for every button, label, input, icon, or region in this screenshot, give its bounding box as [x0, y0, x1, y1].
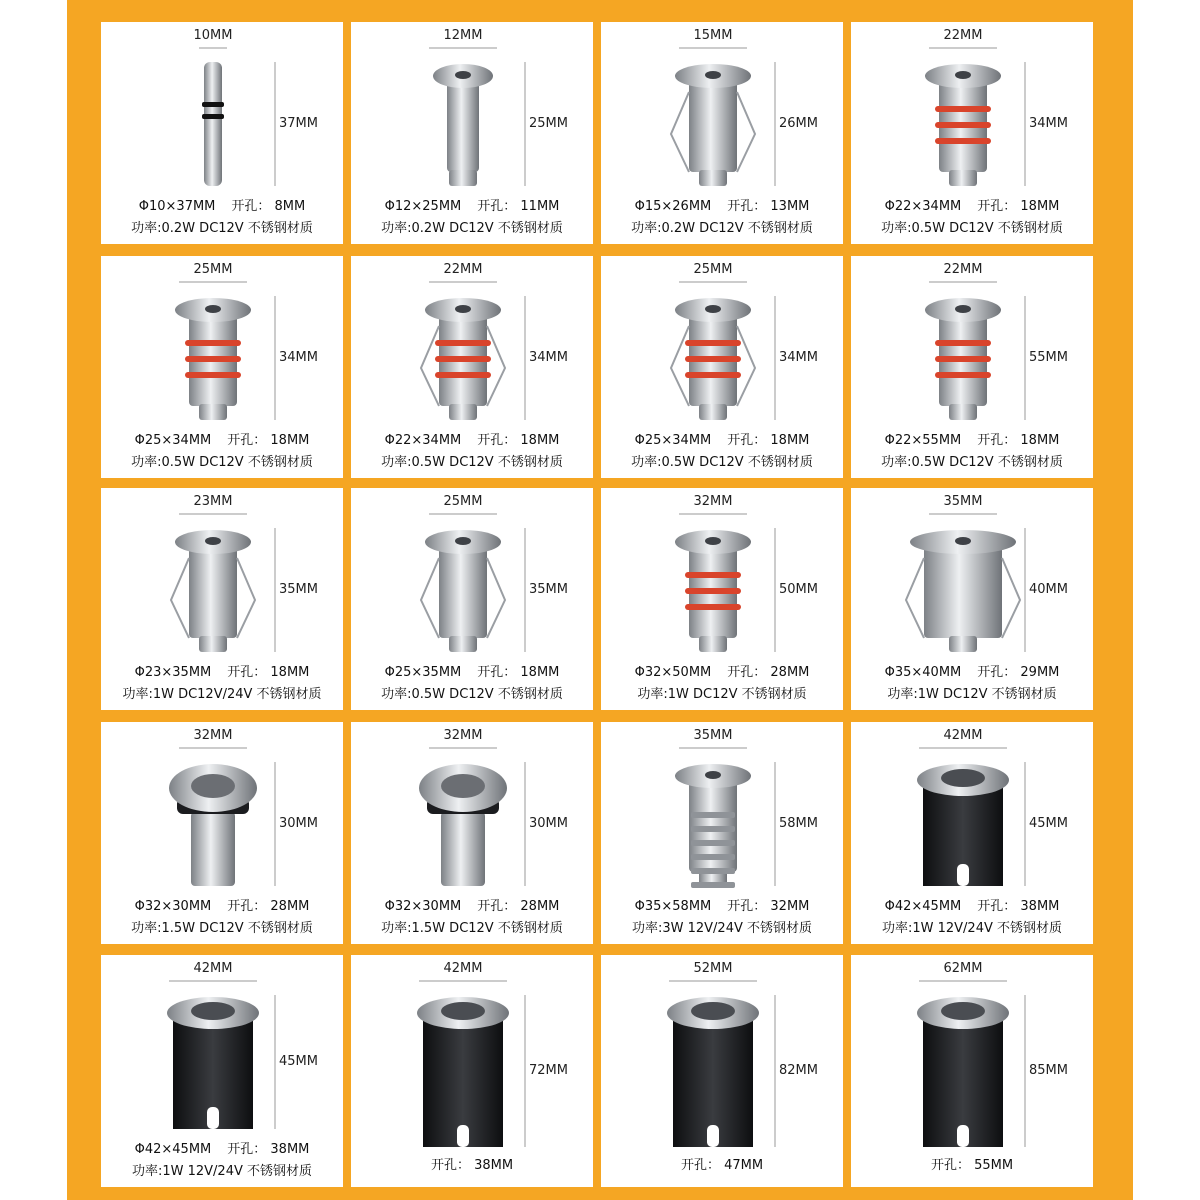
size-hole-line	[351, 1154, 593, 1173]
size-hole-line	[101, 895, 343, 914]
cooling-fin	[691, 840, 735, 846]
height-label: 45MM	[279, 1054, 318, 1069]
height-label: 35MM	[529, 582, 568, 597]
height-label: 72MM	[529, 1063, 568, 1078]
size-hole-line	[351, 661, 593, 680]
lamp-nut	[949, 636, 977, 652]
product-card	[101, 256, 343, 478]
product-card	[851, 488, 1093, 710]
power-spec: 功率:1W DC12V 不锈钢材质	[887, 687, 1057, 702]
catalog-board	[67, 0, 1133, 1200]
product-card	[601, 955, 843, 1187]
hole-label: 开孔： 38MM	[977, 899, 1060, 914]
lamp-lens	[455, 71, 471, 79]
size-label: Φ10×37MM	[138, 199, 216, 214]
hole-label: 开孔： 29MM	[977, 665, 1060, 680]
height-label: 50MM	[779, 582, 818, 597]
hole-label: 开孔： 55MM	[930, 1158, 1014, 1173]
width-label: 32MM	[693, 494, 733, 509]
product-card	[351, 955, 593, 1187]
size-hole-line	[601, 429, 843, 448]
lamp-body	[689, 78, 737, 172]
lamp-lens	[205, 305, 221, 313]
lamp-body	[204, 62, 222, 186]
cable-slot	[957, 1125, 969, 1147]
cooling-fin	[691, 868, 735, 874]
spring-clip	[1002, 558, 1020, 638]
spring-clip	[906, 558, 924, 638]
hole-label: 开孔： 28MM	[727, 665, 810, 680]
height-label: 40MM	[1029, 582, 1068, 597]
size-hole-line	[101, 661, 343, 680]
seal-ring	[935, 372, 991, 378]
lamp-lens	[705, 305, 721, 313]
size-hole-line	[101, 1138, 343, 1157]
height-label: 58MM	[779, 816, 818, 831]
power-spec: 功率:3W 12V/24V 不锈钢材质	[631, 921, 813, 936]
lamp-lens	[455, 305, 471, 313]
size-hole-line	[601, 895, 843, 914]
product-card	[351, 256, 593, 478]
lamp-nut	[699, 170, 727, 186]
seal-ring	[435, 372, 491, 378]
lamp-nut	[199, 636, 227, 652]
width-label: 22MM	[443, 262, 483, 277]
seal-ring	[935, 106, 991, 112]
size-hole-line	[851, 429, 1093, 448]
cable-slot	[707, 1125, 719, 1147]
product-card	[601, 22, 843, 244]
width-label: 22MM	[943, 262, 983, 277]
hole-label: 开孔： 28MM	[227, 899, 310, 914]
lamp-lens	[955, 71, 971, 79]
hole-label: 开孔： 8MM	[231, 199, 306, 214]
hole-label: 开孔： 32MM	[727, 899, 810, 914]
spring-clip	[487, 326, 505, 406]
size-hole-line	[851, 1154, 1093, 1173]
power-spec: 功率:0.5W DC12V 不锈钢材质	[631, 455, 813, 470]
seal-ring	[185, 372, 241, 378]
height-label: 34MM	[279, 350, 318, 365]
product-card	[601, 722, 843, 944]
seal-ring	[935, 122, 991, 128]
lamp-body	[189, 544, 237, 638]
cable-slot	[957, 864, 969, 886]
seal-ring	[685, 372, 741, 378]
size-hole-line	[351, 895, 593, 914]
hole-label: 开孔： 18MM	[227, 665, 310, 680]
width-label: 52MM	[693, 961, 733, 976]
seal-ring	[685, 356, 741, 362]
size-label: Φ12×25MM	[384, 199, 462, 214]
lamp-lens	[955, 305, 971, 313]
lamp-body	[191, 812, 235, 886]
hole-label: 开孔： 18MM	[477, 665, 560, 680]
width-label: 25MM	[443, 494, 483, 509]
hole-label: 开孔： 28MM	[477, 899, 560, 914]
size-label: Φ32×30MM	[134, 899, 212, 914]
lamp-lens	[705, 537, 721, 545]
lamp-lens	[941, 769, 985, 787]
hole-label: 开孔： 38MM	[430, 1158, 514, 1173]
product-card	[351, 722, 593, 944]
seal-ring	[435, 356, 491, 362]
size-label: Φ25×35MM	[384, 665, 462, 680]
product-card	[851, 722, 1093, 944]
lamp-lens	[191, 1002, 235, 1020]
lamp-nut	[949, 404, 977, 420]
size-hole-line	[851, 195, 1093, 214]
size-label: Φ25×34MM	[634, 433, 712, 448]
lamp-nut	[449, 636, 477, 652]
seal-ring	[185, 356, 241, 362]
size-label: Φ35×40MM	[884, 665, 962, 680]
width-label: 42MM	[443, 961, 483, 976]
spring-clip	[737, 92, 755, 172]
lamp-nut	[699, 404, 727, 420]
spring-clip	[237, 558, 255, 638]
hole-label: 开孔： 18MM	[477, 433, 560, 448]
size-label: Φ22×34MM	[884, 199, 962, 214]
power-spec: 功率:0.5W DC12V 不锈钢材质	[131, 455, 313, 470]
lamp-lens	[191, 774, 235, 798]
size-hole-line	[101, 429, 343, 448]
spring-clip	[671, 92, 689, 172]
width-label: 15MM	[693, 28, 733, 43]
spring-clip	[487, 558, 505, 638]
power-spec: 功率:1W 12V/24V 不锈钢材质	[881, 921, 1063, 936]
hole-label: 开孔： 18MM	[977, 433, 1060, 448]
hole-label: 开孔： 47MM	[680, 1158, 764, 1173]
width-label: 25MM	[693, 262, 733, 277]
height-label: 85MM	[1029, 1063, 1068, 1078]
lamp-nut	[949, 170, 977, 186]
size-label: Φ35×58MM	[634, 899, 712, 914]
width-label: 42MM	[193, 961, 233, 976]
lamp-lens	[441, 1002, 485, 1020]
seal-ring	[685, 588, 741, 594]
spring-clip	[421, 558, 439, 638]
height-label: 82MM	[779, 1063, 818, 1078]
seal-ring	[202, 102, 224, 107]
size-label: Φ25×34MM	[134, 433, 212, 448]
lamp-lens	[705, 771, 721, 779]
width-label: 12MM	[443, 28, 483, 43]
size-label: Φ42×45MM	[134, 1142, 212, 1157]
size-label: Φ32×30MM	[384, 899, 462, 914]
hole-label: 开孔： 18MM	[227, 433, 310, 448]
width-label: 25MM	[193, 262, 233, 277]
height-label: 35MM	[279, 582, 318, 597]
seal-ring	[935, 340, 991, 346]
cooling-fin	[691, 826, 735, 832]
power-spec: 功率:0.5W DC12V 不锈钢材质	[881, 221, 1063, 236]
size-hole-line	[351, 429, 593, 448]
size-hole-line	[601, 661, 843, 680]
power-spec: 功率:1W 12V/24V 不锈钢材质	[131, 1164, 313, 1179]
width-label: 32MM	[193, 728, 233, 743]
width-label: 23MM	[193, 494, 233, 509]
product-card	[851, 955, 1093, 1187]
lamp-body	[441, 812, 485, 886]
lamp-lens	[205, 537, 221, 545]
hole-label: 开孔： 18MM	[977, 199, 1060, 214]
width-label: 10MM	[193, 28, 233, 43]
width-label: 62MM	[943, 961, 983, 976]
seal-ring	[685, 340, 741, 346]
height-label: 26MM	[779, 116, 818, 131]
size-hole-line	[601, 195, 843, 214]
lamp-lens	[691, 1002, 735, 1020]
product-card	[101, 22, 343, 244]
size-hole-line	[101, 195, 343, 214]
seal-ring	[685, 604, 741, 610]
power-spec: 功率:0.2W DC12V 不锈钢材质	[131, 221, 313, 236]
hole-label: 开孔： 18MM	[727, 433, 810, 448]
lamp-nut	[449, 404, 477, 420]
seal-ring	[935, 356, 991, 362]
product-card	[851, 256, 1093, 478]
height-label: 30MM	[279, 816, 318, 831]
size-hole-line	[601, 1154, 843, 1173]
width-label: 32MM	[443, 728, 483, 743]
lamp-nut	[699, 636, 727, 652]
cable-slot	[207, 1107, 219, 1129]
height-label: 30MM	[529, 816, 568, 831]
power-spec: 功率:0.5W DC12V 不锈钢材质	[881, 455, 1063, 470]
power-spec: 功率:1.5W DC12V 不锈钢材质	[381, 921, 563, 936]
size-hole-line	[351, 195, 593, 214]
hole-label: 开孔： 13MM	[727, 199, 810, 214]
size-label: Φ22×34MM	[384, 433, 462, 448]
width-label: 22MM	[943, 28, 983, 43]
width-label: 35MM	[693, 728, 733, 743]
height-label: 25MM	[529, 116, 568, 131]
power-spec: 功率:0.5W DC12V 不锈钢材质	[381, 687, 563, 702]
power-spec: 功率:0.2W DC12V 不锈钢材质	[381, 221, 563, 236]
lamp-nut	[449, 170, 477, 186]
cooling-fin	[691, 882, 735, 888]
product-card	[601, 488, 843, 710]
size-hole-line	[851, 661, 1093, 680]
power-spec: 功率:0.5W DC12V 不锈钢材质	[381, 455, 563, 470]
size-label: Φ22×55MM	[884, 433, 962, 448]
power-spec: 功率:1W DC12V 不锈钢材质	[637, 687, 807, 702]
height-label: 45MM	[1029, 816, 1068, 831]
height-label: 37MM	[279, 116, 318, 131]
product-card	[351, 488, 593, 710]
size-label: Φ23×35MM	[134, 665, 212, 680]
height-label: 34MM	[779, 350, 818, 365]
size-hole-line	[851, 895, 1093, 914]
hole-label: 开孔： 38MM	[227, 1142, 310, 1157]
lamp-lens	[705, 71, 721, 79]
product-card	[851, 22, 1093, 244]
cooling-fin	[691, 812, 735, 818]
product-card	[101, 488, 343, 710]
product-card	[601, 256, 843, 478]
lamp-body	[924, 544, 1002, 638]
seal-ring	[185, 340, 241, 346]
spring-clip	[421, 326, 439, 406]
product-card	[101, 722, 343, 944]
hole-label: 开孔： 11MM	[477, 199, 560, 214]
size-label: Φ15×26MM	[634, 199, 712, 214]
width-label: 42MM	[943, 728, 983, 743]
cooling-fin	[691, 854, 735, 860]
lamp-body	[439, 544, 487, 638]
lamp-body	[447, 78, 479, 172]
product-card	[351, 22, 593, 244]
power-spec: 功率:0.2W DC12V 不锈钢材质	[631, 221, 813, 236]
width-label: 35MM	[943, 494, 983, 509]
spring-clip	[671, 326, 689, 406]
height-label: 34MM	[1029, 116, 1068, 131]
seal-ring	[202, 114, 224, 119]
height-label: 34MM	[529, 350, 568, 365]
power-spec: 功率:1.5W DC12V 不锈钢材质	[131, 921, 313, 936]
height-label: 55MM	[1029, 350, 1068, 365]
seal-ring	[685, 572, 741, 578]
seal-ring	[435, 340, 491, 346]
lamp-lens	[455, 537, 471, 545]
cable-slot	[457, 1125, 469, 1147]
spring-clip	[737, 326, 755, 406]
lamp-lens	[941, 1002, 985, 1020]
product-card	[101, 955, 343, 1187]
power-spec: 功率:1W DC12V/24V 不锈钢材质	[122, 687, 322, 702]
lamp-lens	[441, 774, 485, 798]
size-label: Φ32×50MM	[634, 665, 712, 680]
spring-clip	[171, 558, 189, 638]
lamp-nut	[199, 404, 227, 420]
size-label: Φ42×45MM	[884, 899, 962, 914]
seal-ring	[935, 138, 991, 144]
lamp-lens	[955, 537, 971, 545]
